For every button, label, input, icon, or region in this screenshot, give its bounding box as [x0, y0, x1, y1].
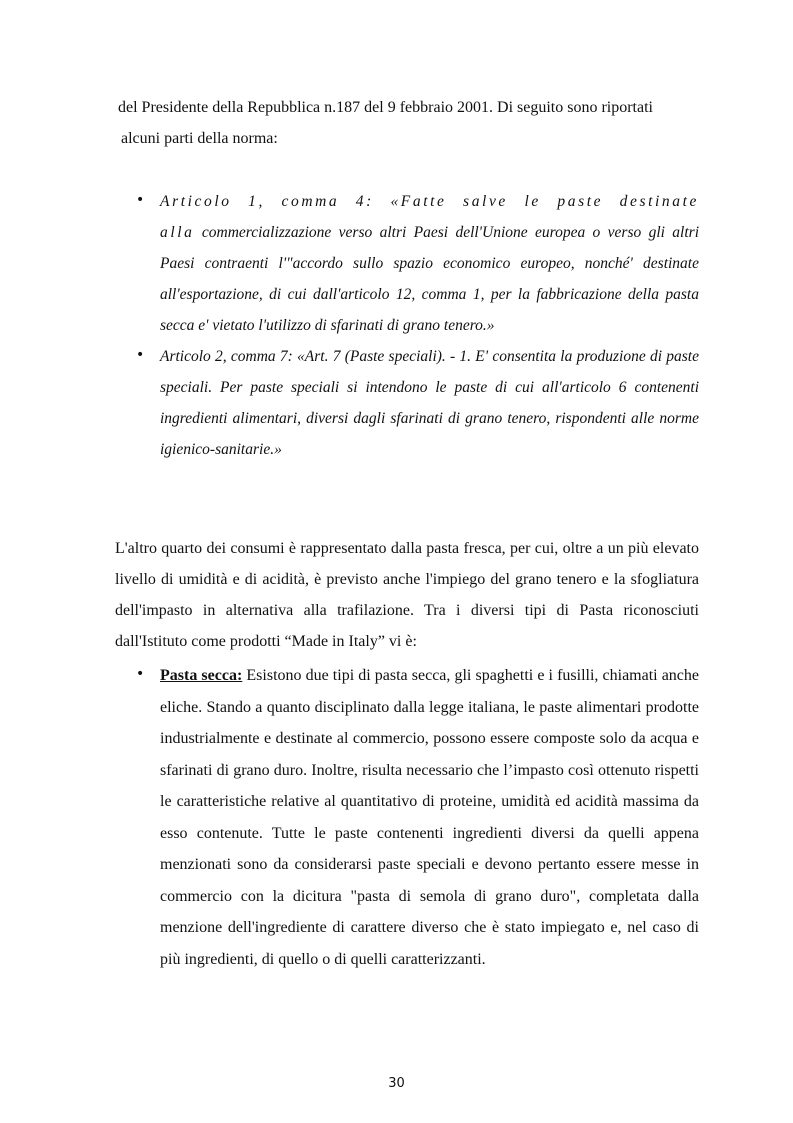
- intro-line-2: alcuni parti della norma:: [121, 130, 278, 147]
- pasta-type-description: Esistono due tipi di pasta secca, gli spaghetti e i fusilli, chiamati anche eliche. Stando a quanto disciplinato dalla legge italiana, le paste alimentari prodotte industrialmente e destinate al commercio, possono essere composte solo da acqua e sfarinati di grano duro. Inoltre, risulta necessario che l’impasto così ottenuto rispetti le caratteristiche relative al quantitativo di proteine, umidità ed acidità massima da esso contenute. Tutte le paste contenenti ingredienti diversi da quelli appena menzionati sono da considerarsi paste speciali e devono pertanto essere messe in commercio con la dicitura "pasta di semola di grano duro", completata dalla menzione dell'ingrediente di carattere diverso che è stato impiegato e, nel caso di più ingredienti, di quello o di quelli caratterizzanti.: [160, 667, 700, 968]
- bullet-icon: •: [136, 347, 145, 363]
- bullet-icon: •: [136, 666, 145, 682]
- intro-paragraph: [118, 92, 698, 154]
- law-excerpt-text: Articolo 2, comma 7: «Art. 7 (Paste speciali). - 1. E' consentita la produzione di paste speciali. Per paste speciali si intendono le paste di cui all'articolo 6 contenenti ingredienti alimentari, diversi dagli sfarinati di grano tenero, rispondenti alle norme igienico-sanitarie.»: [160, 348, 699, 458]
- pasta-types-list: [136, 660, 700, 975]
- pasta-type-term: Pasta secca:: [160, 667, 243, 684]
- intro-line-1: del Presidente della Repubblica n.187 del 9 febbraio 2001. Di seguito sono riportati: [118, 99, 653, 116]
- law-excerpt-text: commercializzazione verso altri Paesi dell'Unione europea o verso gli altri Paesi contraenti l'"accordo sullo spazio economico europeo, nonché' destinate all'esportazione, di cui dall'articolo 12, comma 1, per la fabbricazione della pasta secca e' vietato l'utilizzo di sfarinati di grano tenero.»: [160, 224, 700, 334]
- law-excerpt-item: [136, 341, 699, 465]
- page-number: 30: [388, 1076, 405, 1091]
- law-excerpt-item: [136, 186, 700, 341]
- law-excerpt-lead: Articolo 1, comma 4: «Fatte salve le paste destinate alla: [160, 193, 699, 241]
- bullet-icon: •: [136, 192, 145, 208]
- fresh-pasta-paragraph: L'altro quarto dei consumi è rappresentato dalla pasta fresca, per cui, oltre a un più elevato livello di umidità e di acidità, è previsto anche l'impiego del grano tenero e la sfogliatura dell'impasto in alternativa alla trafilazione. Tra i diversi tipi di Pasta riconosciuti dall'Istituto come prodotti “Made in Italy” vi è:: [115, 540, 699, 650]
- law-excerpt-list: [136, 186, 700, 465]
- pasta-type-item: [136, 660, 700, 975]
